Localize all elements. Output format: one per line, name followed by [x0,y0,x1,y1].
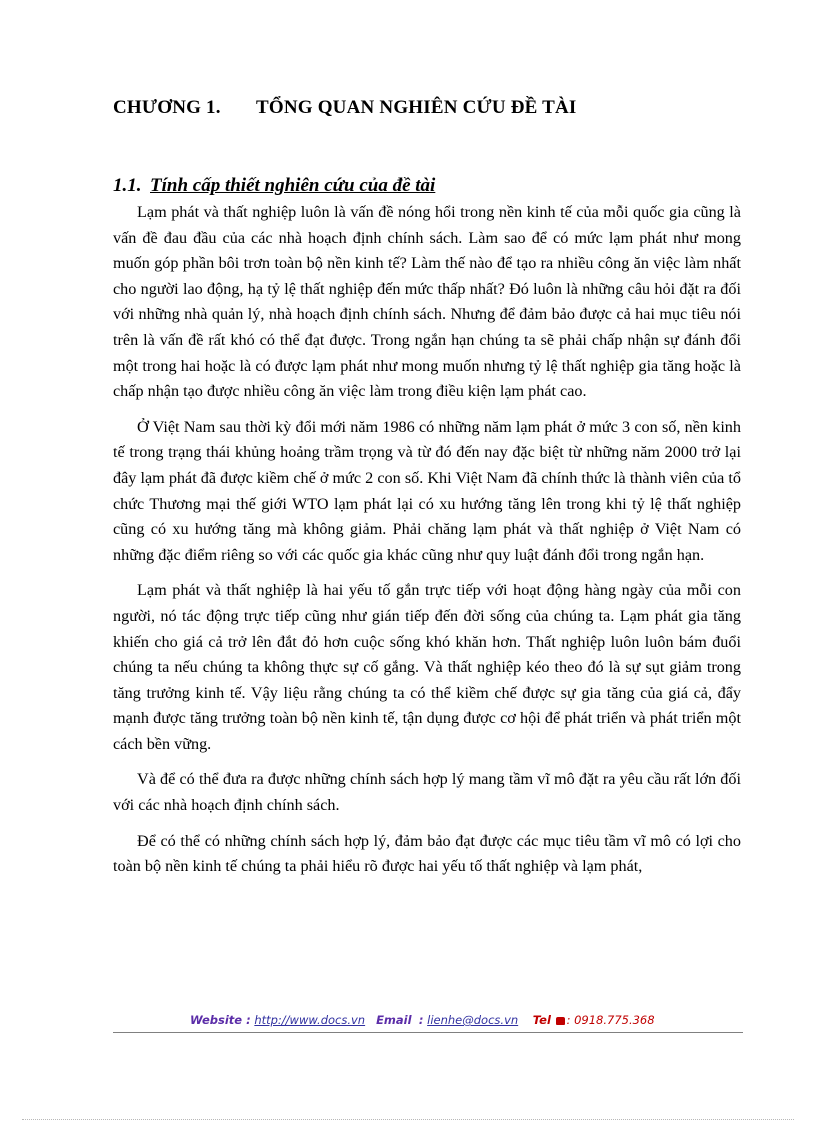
body-text [113,200,741,890]
tel-label: Tel [532,1013,551,1027]
tel-value: : 0918.775.368 [566,1013,655,1027]
section-number: 1.1. [113,175,142,196]
telephone-icon [556,1017,565,1025]
email-separator: : [418,1013,424,1027]
website-link[interactable]: http://www.docs.vn [254,1013,366,1027]
chapter-heading [113,97,577,119]
paragraph: Lạm phát và thất nghiệp luôn là vấn đề nóng hổi trong nền kinh tế của mỗi quốc gia cũng là vấn đề đau đầu của các nhà hoạch định chính sách. Làm sao để có mức lạm phát như mong muốn góp phần bôi trơn toàn bộ nền kinh tế? Làm thế nào để tạo ra nhiều công ăn việc làm nhất cho người lao động, hạ tỷ lệ thất nghiệp đến mức thấp nhất? Đó luôn là những câu hỏi đặt ra đối với những nhà quản lý, nhà hoạch định chính sách. Nhưng để đảm bảo được cả hai mục tiêu nói trên là vấn đề rất khó có thể đạt được. Trong ngắn hạn chúng ta sẽ phải chấp nhận sự đánh đổi một trong hai hoặc là có được lạm phát như mong muốn nhưng tỷ lệ thất nghiệp gia tăng hoặc là chấp nhận tạo được nhiều công ăn việc làm trong điều kiện lạm phát cao. [113,203,741,401]
footer-divider [113,1032,743,1033]
website-label: Website : [190,1013,251,1027]
paragraph: Lạm phát và thất nghiệp là hai yếu tố gắn trực tiếp với hoạt động hàng ngày của mỗi con người, nó tác động trực tiếp cũng như gián tiếp đến đời sống của chúng ta. Lạm phát gia tăng khiến cho giá cả trở lên đắt đỏ hơn cuộc sống khó khăn hơn. Thất nghiệp luôn luôn bám đuổi chúng ta nếu chúng ta không thực sự cố gắng. Và thất nghiệp kéo theo đó là sự sụt giảm trong tăng trưởng kinh tế. Vậy liệu rằng chúng ta có thể kiềm chế được sự gia tăng của giá cả, đẩy mạnh được tăng trưởng toàn bộ nền kinh tế, tận dụng được cơ hội để phát triển và phát triển một cách bền vững. [113,581,741,753]
paragraph: Ở Việt Nam sau thời kỳ đổi mới năm 1986 có những năm lạm phát ở mức 3 con số, nền kinh tế trong trạng thái khủng hoảng trầm trọng và từ đó đến nay đặc biệt từ những năm 2000 trở lại đây lạm phát đã được kiềm chế ở mức 2 con số. Khi Việt Nam đã chính thức là thành viên của tổ chức Thương mại thế giới WTO lạm phát lại có xu hướng tăng lên trong khi tỷ lệ thất nghiệp cũng có xu hướng tăng mà không giảm. Phải chăng lạm phát và thất nghiệp ở Việt Nam có những đặc điểm riêng so với các quốc gia khác cũng như quy luật đánh đổi trong ngắn hạn. [113,417,741,564]
section-heading [113,175,435,197]
page-footer [190,1013,655,1027]
chapter-title: TỔNG QUAN NGHIÊN CỨU ĐỀ TÀI [256,97,577,118]
section-title: Tính cấp thiết nghiên cứu của đề tài [150,175,436,196]
email-label: Email [376,1013,412,1027]
paragraph: Để có thể có những chính sách hợp lý, đảm bảo đạt được các mục tiêu tầm vĩ mô có lợi cho toàn bộ nền kinh tế chúng ta phải hiểu rõ được hai yếu tố thất nghiệp và lạm phát, [113,831,741,876]
chapter-number: CHƯƠNG 1. [113,97,221,118]
page-bottom-edge [22,1119,794,1120]
paragraph: Và để có thể đưa ra được những chính sách hợp lý mang tầm vĩ mô đặt ra yêu cầu rất lớn đối với các nhà hoạch định chính sách. [113,770,741,815]
email-link[interactable]: lienhe@docs.vn [427,1013,519,1027]
